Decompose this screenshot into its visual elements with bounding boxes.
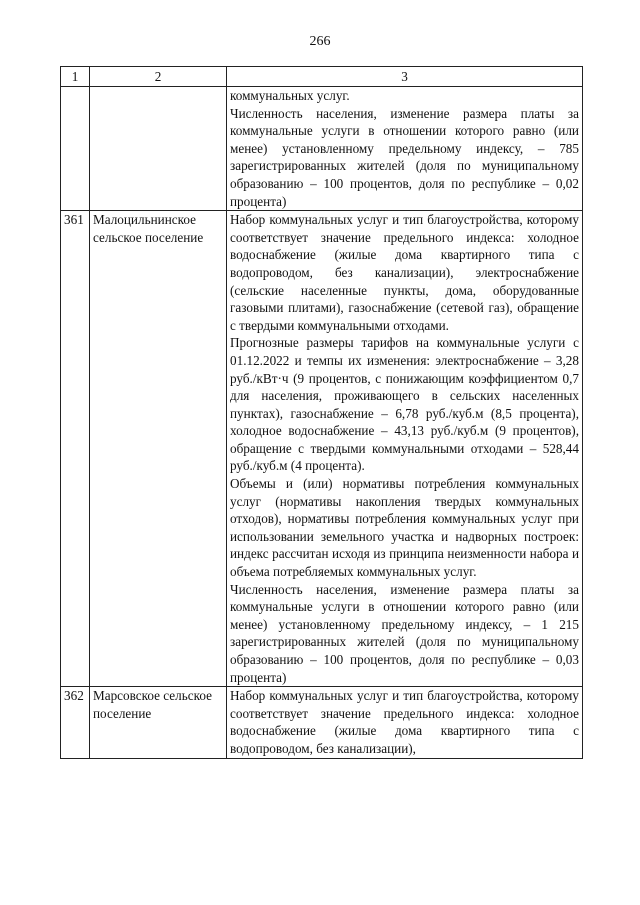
column-header: 1 [61, 67, 90, 87]
paragraph: Прогнозные размеры тарифов на коммунальные услуги с 01.12.2022 и темпы их изменения: электроснабжение – 3,28 руб./кВт·ч (9 процентов, с понижающим коэффициентом 0,7 для населения, проживающего в сельских населенных пунктах), газоснабжение – 6,78 руб./куб.м (8,5 процента), холодное водоснабжение – 43,13 руб./куб.м (9 процентов), обращение с твердыми коммунальными отходами – 528,44 руб./куб.м (4 процента). [230, 335, 579, 474]
page-number: 266 [309, 34, 331, 49]
table-row [61, 211, 583, 687]
paragraph: Объемы и (или) нормативы потребления коммунальных услуг (нормативы накопления твердых коммунальных отходов), нормативы потребления коммунальных услуг при использовании земельного участка и надворных построек: индекс рассчитан исходя из принципа неизменности набора и объема потребляемых коммунальных услуг. [230, 476, 579, 580]
settlement-name: Малоцильнинское сельское поселение [90, 211, 227, 687]
row-description [227, 211, 583, 687]
settlement-name [90, 87, 227, 211]
row-description [227, 687, 583, 758]
row-number: 361 [61, 211, 90, 687]
row-number: 362 [61, 687, 90, 758]
table-row [61, 87, 583, 211]
table-header-row [61, 67, 583, 87]
row-number [61, 87, 90, 211]
row-description [227, 87, 583, 211]
column-header: 2 [90, 67, 227, 87]
paragraph: Численность населения, изменение размера платы за коммунальные услуги в отношении которого равно (или менее) установленному предельному индексу, – 1 215 зарегистрированных жителей (доля по муниципальному образованию – 100 процентов, доля по республике – 0,03 процента) [230, 581, 579, 685]
paragraph: Набор коммунальных услуг и тип благоустройства, которому соответствует значение предельного индекса: холодное водоснабжение (жилые дома квартирного типа с водопроводом, без канализации), [230, 688, 579, 756]
tariff-table [60, 66, 583, 759]
paragraph: Набор коммунальных услуг и тип благоустройства, которому соответствует значение предельного индекса: холодное водоснабжение (жилые дома квартирного типа с водопроводом, без канализации), электроснабжение (сельские населенные пункты, дома, оборудованные газовыми плитами), газоснабжение (сетевой газ), обращение с твердыми коммунальными отходами. [230, 212, 579, 333]
table-row [61, 687, 583, 758]
paragraph: коммунальных услуг. [230, 88, 350, 103]
paragraph: Численность населения, изменение размера платы за коммунальные услуги в отношении которого равно (или менее) установленному предельному индексу, – 785 зарегистрированных жителей (доля по муниципальному образованию – 100 процентов, доля по республике – 0,02 процента) [230, 105, 579, 209]
settlement-name: Марсовское сельское поселение [90, 687, 227, 758]
column-header: 3 [227, 67, 583, 87]
